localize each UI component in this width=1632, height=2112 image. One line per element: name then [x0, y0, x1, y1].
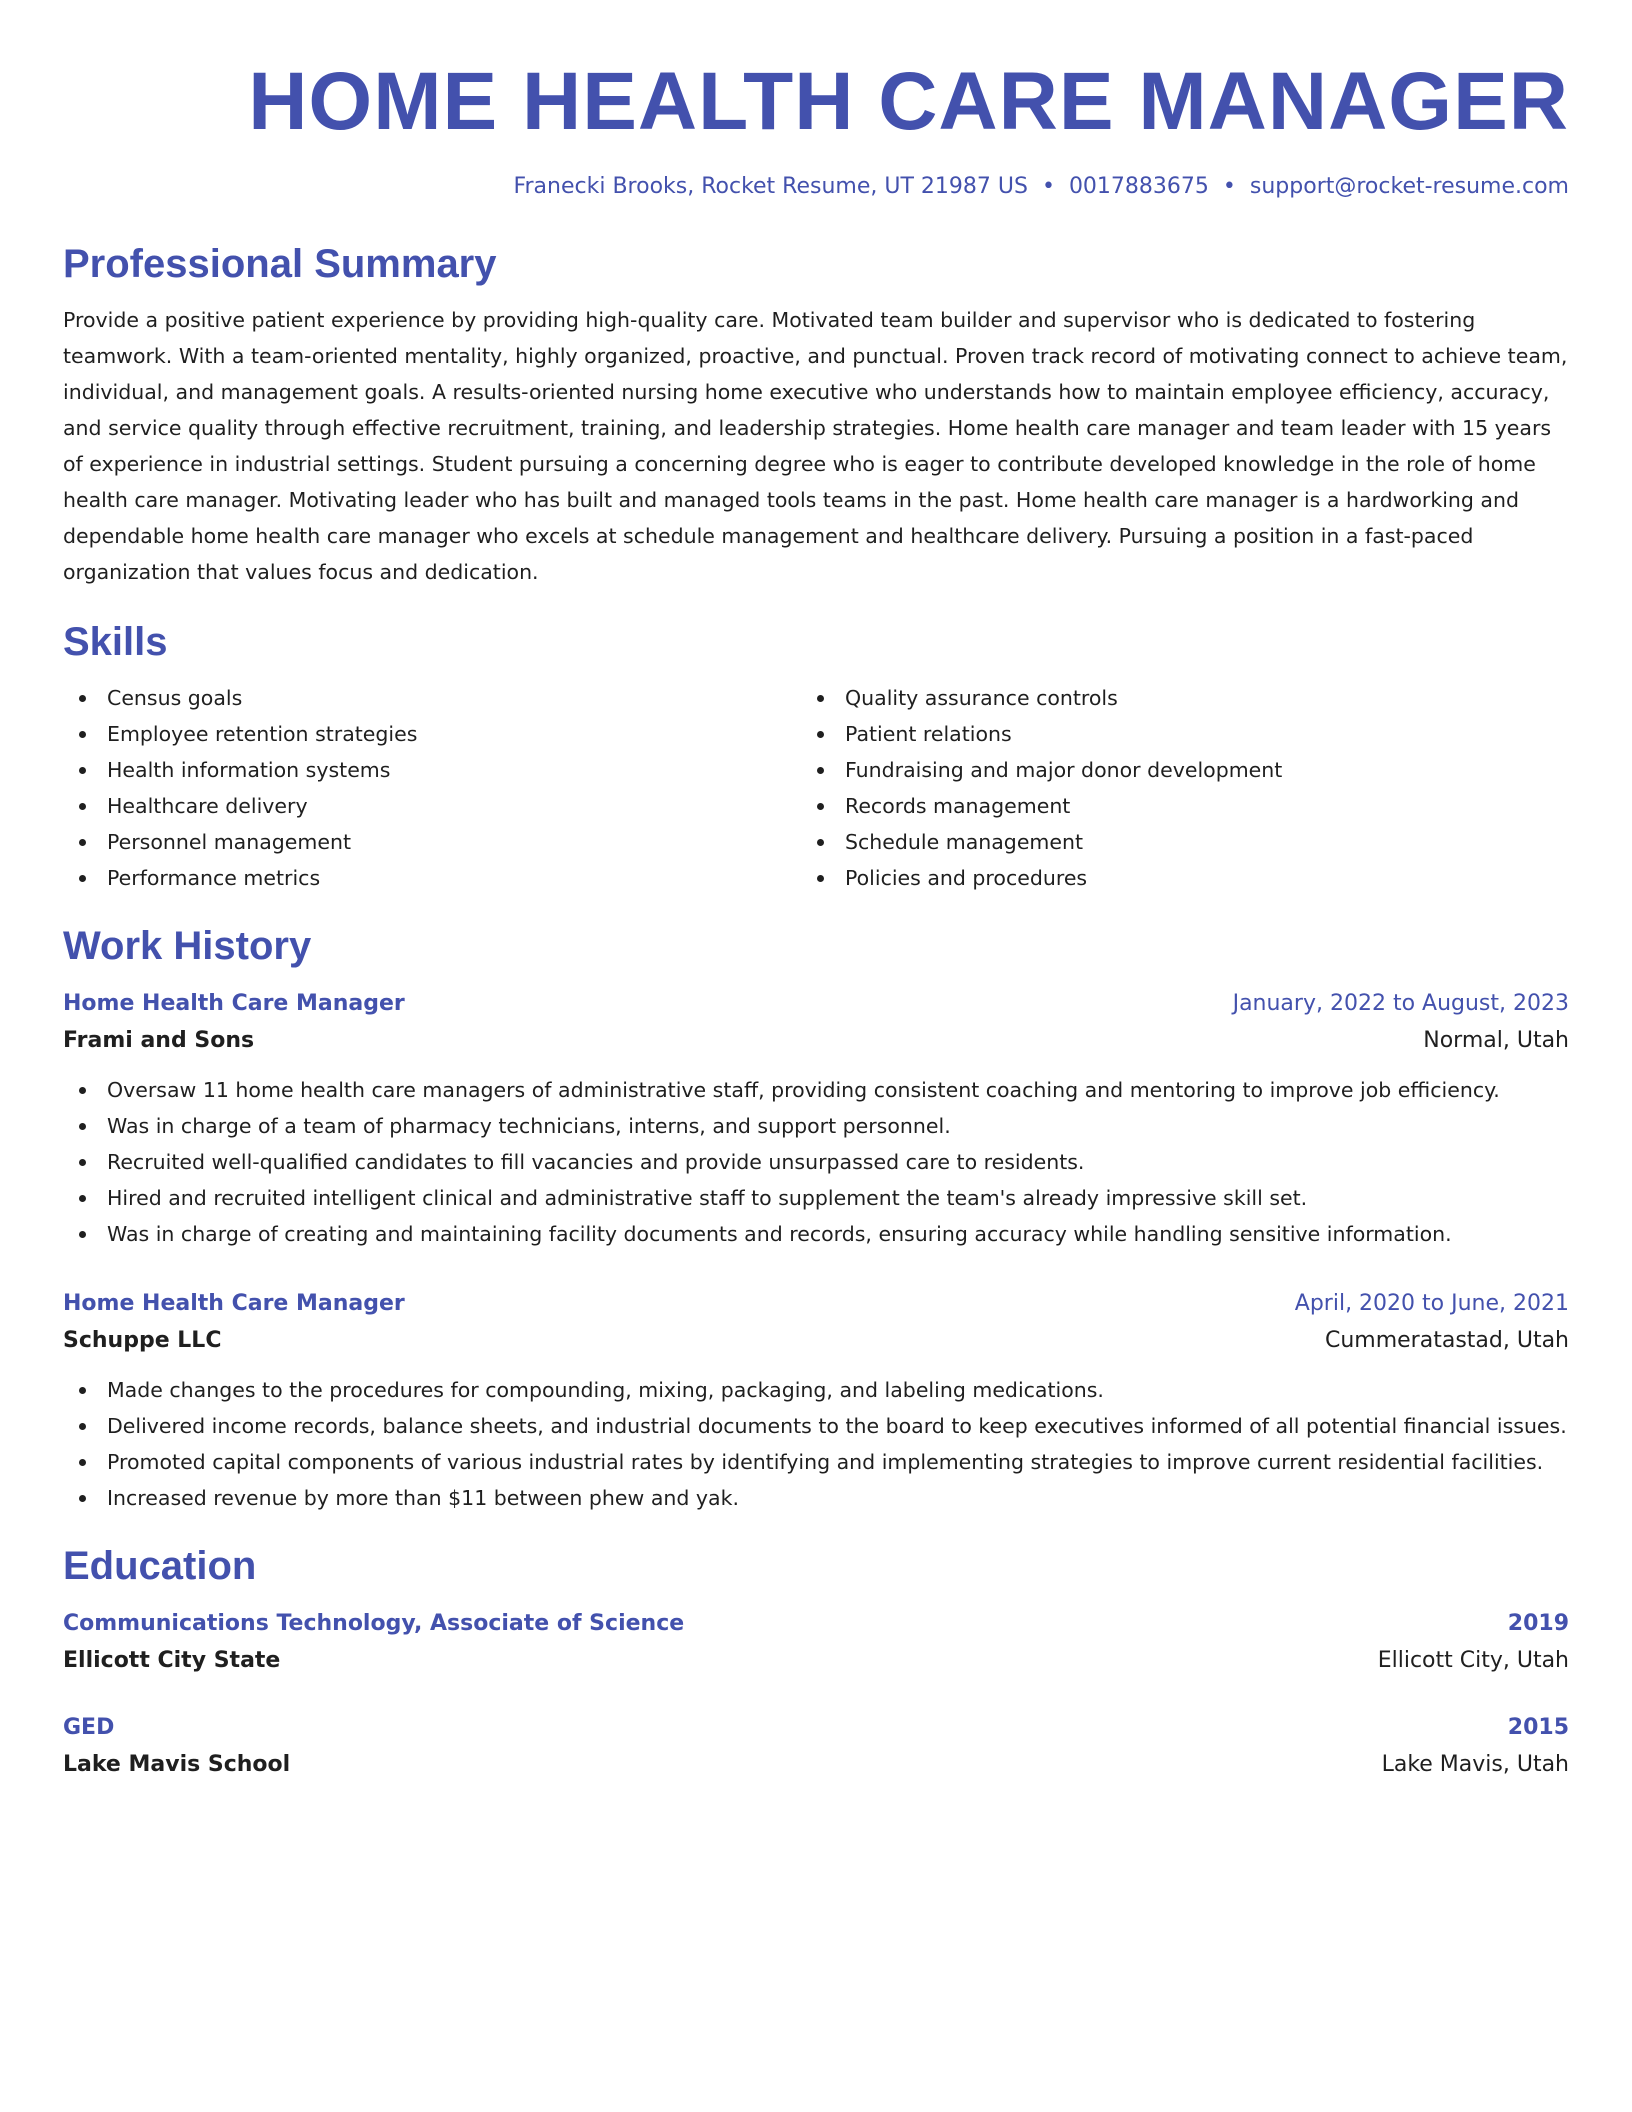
job-bullets — [63, 1372, 1569, 1516]
bullet-icon — [817, 839, 824, 846]
education-section — [63, 1540, 1569, 1784]
job-bullet-text: Made changes to the procedures for compounding, mixing, packaging, and labeling medications. — [107, 1378, 1104, 1402]
education-entry — [63, 1606, 1569, 1680]
bullet-icon — [817, 695, 824, 702]
job-bullet-text: Increased revenue by more than $11 between phew and yak. — [107, 1486, 739, 1510]
skills-heading: Skills — [63, 620, 168, 664]
skills-column-right — [801, 680, 1539, 896]
job-bullet — [63, 1216, 1569, 1252]
job-bullet — [63, 1144, 1569, 1180]
work-history-heading: Work History — [63, 924, 312, 968]
bullet-icon — [817, 803, 824, 810]
education-entry — [63, 1710, 1569, 1784]
skill-item — [63, 824, 801, 860]
education-year: 2019 — [1507, 1611, 1569, 1636]
job-company: Schuppe LLC — [63, 1328, 222, 1353]
skill-label: Policies and procedures — [845, 866, 1088, 890]
job-bullet-text: Oversaw 11 home health care managers of administrative staff, providing consistent coaching and mentoring to improve job efficiency. — [107, 1078, 1500, 1102]
bullet-icon — [79, 1387, 86, 1394]
job-bullet — [63, 1444, 1569, 1480]
skill-item — [801, 860, 1539, 896]
contact-separator: • — [1041, 174, 1055, 199]
job-location: Cummeratastad, Utah — [1324, 1328, 1569, 1353]
skill-label: Performance metrics — [107, 866, 321, 890]
job-bullet — [63, 1372, 1569, 1408]
skill-item — [801, 824, 1539, 860]
job-company: Frami and Sons — [63, 1028, 255, 1053]
bullet-icon — [79, 1459, 86, 1466]
job-dates: April, 2020 to June, 2021 — [1294, 1291, 1569, 1316]
skill-item — [63, 680, 801, 716]
job-entry — [63, 1286, 1569, 1516]
contact-line — [63, 170, 1569, 204]
education-school: Ellicott City State — [63, 1648, 281, 1673]
skill-label: Personnel management — [107, 830, 352, 854]
skills-column-left — [63, 680, 801, 896]
bullet-icon — [79, 1159, 86, 1166]
education-degree: Communications Technology, Associate of Science — [63, 1611, 685, 1636]
job-bullet-text: Promoted capital components of various industrial rates by identifying and implementing strategies to improve current residential facilities. — [107, 1450, 1544, 1474]
education-header-row — [63, 1710, 1569, 1746]
job-bullet-text: Delivered income records, balance sheets, and industrial documents to the board to keep executives informed of all potential financial issues. — [107, 1414, 1567, 1438]
job-dates: January, 2022 to August, 2023 — [1232, 991, 1569, 1016]
job-bullet — [63, 1180, 1569, 1216]
skill-label: Patient relations — [845, 722, 1012, 746]
skill-item — [63, 860, 801, 896]
bullet-icon — [817, 875, 824, 882]
bullet-icon — [817, 731, 824, 738]
contact-address: Franecki Brooks, Rocket Resume, UT 21987 US — [513, 174, 1028, 199]
job-bullet — [63, 1072, 1569, 1108]
skill-item — [801, 788, 1539, 824]
job-title: Home Health Care Manager — [63, 1291, 405, 1316]
skills-list-left — [63, 680, 801, 896]
education-year: 2015 — [1507, 1715, 1569, 1740]
education-school: Lake Mavis School — [63, 1752, 291, 1777]
education-location: Ellicott City, Utah — [1377, 1648, 1569, 1673]
job-company-row — [63, 1322, 1569, 1360]
job-location: Normal, Utah — [1423, 1028, 1569, 1053]
bullet-icon — [79, 1495, 86, 1502]
job-title: Home Health Care Manager — [63, 991, 405, 1016]
job-bullet — [63, 1408, 1569, 1444]
contact-email: support@rocket-resume.com — [1249, 174, 1569, 199]
job-entry — [63, 986, 1569, 1252]
education-school-row — [63, 1642, 1569, 1680]
skills-list-right — [801, 680, 1539, 896]
skill-label: Healthcare delivery — [107, 794, 308, 818]
resume-title: HOME HEALTH CARE MANAGER — [248, 56, 1569, 147]
bullet-icon — [79, 731, 86, 738]
education-school-row — [63, 1746, 1569, 1784]
bullet-icon — [79, 839, 86, 846]
job-header-row — [63, 986, 1569, 1022]
skill-label: Health information systems — [107, 758, 391, 782]
skill-label: Schedule management — [845, 830, 1084, 854]
bullet-icon — [79, 803, 86, 810]
bullet-icon — [79, 1123, 86, 1130]
job-bullet-text: Hired and recruited intelligent clinical and administrative staff to supplement the team's already impressive skill set. — [107, 1186, 1308, 1210]
job-header-row — [63, 1286, 1569, 1322]
job-bullet-text: Recruited well-qualified candidates to fill vacancies and provide unsurpassed care to residents. — [107, 1150, 1085, 1174]
job-bullet-text: Was in charge of a team of pharmacy technicians, interns, and support personnel. — [107, 1114, 951, 1138]
job-company-row — [63, 1022, 1569, 1060]
skill-item — [63, 752, 801, 788]
job-bullet — [63, 1108, 1569, 1144]
work-history-section — [63, 920, 1569, 1516]
bullet-icon — [79, 1087, 86, 1094]
job-bullet-text: Was in charge of creating and maintaining facility documents and records, ensuring accuracy while handling sensitive information. — [107, 1222, 1452, 1246]
bullet-icon — [79, 695, 86, 702]
skill-item — [801, 752, 1539, 788]
summary-heading: Professional Summary — [63, 242, 497, 286]
summary-section — [63, 238, 1569, 590]
skill-label: Employee retention strategies — [107, 722, 418, 746]
education-location: Lake Mavis, Utah — [1381, 1752, 1569, 1777]
skill-item — [801, 716, 1539, 752]
bullet-icon — [817, 767, 824, 774]
skill-label: Records management — [845, 794, 1071, 818]
bullet-icon — [79, 1195, 86, 1202]
job-bullet — [63, 1480, 1569, 1516]
job-bullets — [63, 1072, 1569, 1252]
skill-item — [63, 716, 801, 752]
contact-phone: 0017883675 — [1068, 174, 1209, 199]
skills-section — [63, 616, 1569, 896]
resume-header — [63, 52, 1569, 204]
skill-label: Quality assurance controls — [845, 686, 1118, 710]
skill-label: Census goals — [107, 686, 243, 710]
summary-text: Provide a positive patient experience by providing high-quality care. Motivated team builder and supervisor who is dedicated to fostering teamwork. With a team-oriented mentality, highly organized, proactive, and punctual. Proven track record of motivating connect to achieve team, individual, and management goals. A results-oriented nursing home executive who understands how to maintain employee efficiency, accuracy, and service quality through effective recruitment, training, and leadership strategies. Home health care manager and team leader with 15 years of experience in industrial settings. Student pursuing a concerning degree who is eager to contribute developed knowledge in the role of home health care manager. Motivating leader who has built and managed tools teams in the past. Home health care manager is a hardworking and dependable home health care manager who excels at schedule management and healthcare delivery. Pursuing a position in a fast-paced organization that values focus and dedication. — [63, 308, 1568, 584]
skills-grid — [63, 680, 1569, 896]
contact-separator: • — [1222, 174, 1236, 199]
bullet-icon — [79, 1423, 86, 1430]
skill-label: Fundraising and major donor development — [845, 758, 1283, 782]
skill-item — [63, 788, 801, 824]
education-degree: GED — [63, 1715, 115, 1740]
skill-item — [801, 680, 1539, 716]
bullet-icon — [79, 1231, 86, 1238]
education-header-row — [63, 1606, 1569, 1642]
bullet-icon — [79, 875, 86, 882]
education-heading: Education — [63, 1544, 257, 1588]
bullet-icon — [79, 767, 86, 774]
